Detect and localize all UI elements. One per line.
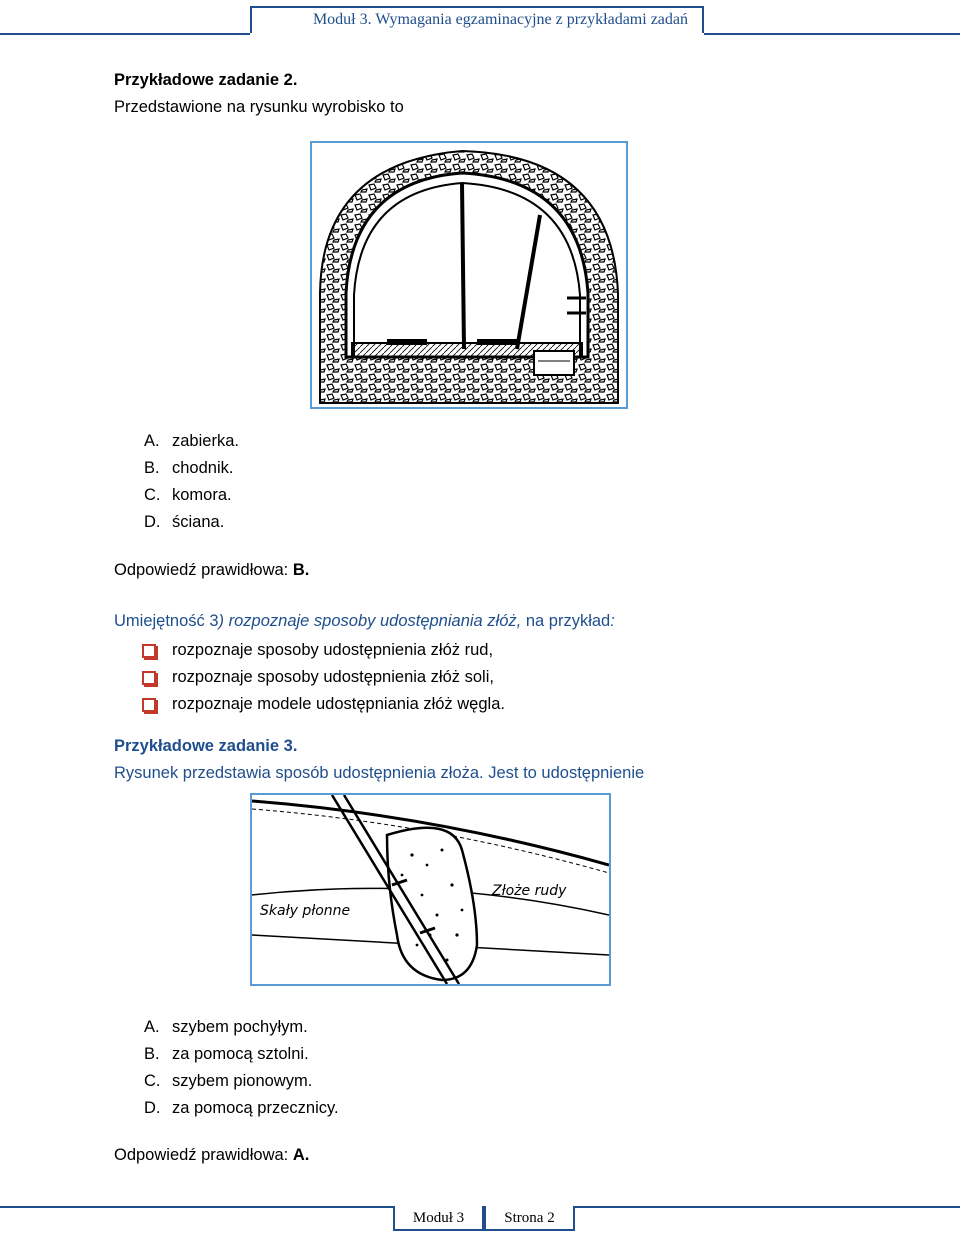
task2-option-c-text: komora. — [172, 486, 232, 504]
footer-rule-right — [575, 1206, 960, 1208]
task2-heading: Przykładowe zadanie 2. — [114, 71, 298, 89]
task2-option-a-letter: A. — [144, 432, 160, 450]
task2-question: Przedstawione na rysunku wyrobisko to — [114, 98, 404, 116]
skill-bullet-1: rozpoznaje sposoby udostępnienia złóż rud, — [172, 641, 494, 659]
bullet-icon — [142, 698, 156, 712]
answer-value: A. — [292, 1146, 310, 1164]
header-box — [250, 6, 704, 33]
skill-line — [114, 612, 615, 631]
task3-option-a-text: szybem pochyłym. — [172, 1018, 308, 1036]
task3-option-c-letter: C. — [144, 1072, 161, 1090]
header-rule-left — [0, 33, 250, 35]
task3-question: Rysunek przedstawia sposób udostępnienia złoża. Jest to udostępnienie — [114, 764, 645, 782]
task2-option-c-letter: C. — [144, 486, 161, 504]
tunnel-drawing — [312, 143, 626, 407]
task2-answer — [114, 561, 309, 580]
answer-label: Odpowiedź prawidłowa: — [114, 561, 293, 579]
skill-suffix: na przykład — [521, 612, 611, 630]
task2-option-d-letter: D. — [144, 513, 161, 531]
task3-option-b-text: za pomocą sztolni. — [172, 1045, 309, 1063]
label-rock: Skały płonne — [260, 903, 351, 919]
task3-option-c-text: szybem pionowym. — [172, 1072, 313, 1090]
task3-option-b-letter: B. — [144, 1045, 160, 1063]
skill-bullet-3: rozpoznaje modele udostępniania złóż węgla. — [172, 695, 505, 713]
footer-module: Moduł 3 — [393, 1206, 484, 1231]
header-title: Moduł 3. Wymagania egzaminacyjne z przykładami zadań — [312, 11, 688, 28]
task3-answer — [114, 1146, 309, 1165]
deposit-drawing — [252, 795, 609, 984]
footer-rule-left — [0, 1206, 393, 1208]
skill-colon: : — [610, 612, 615, 630]
task2-option-a-text: zabierka. — [172, 432, 239, 450]
task3-option-d-text: za pomocą przecznicy. — [172, 1099, 339, 1117]
bullet-icon — [142, 644, 156, 658]
skill-italic: ) rozpoznaje sposoby udostępniania złóż, — [218, 612, 522, 630]
footer-page: Strona 2 — [484, 1206, 575, 1231]
label-ore: Złoże rudy — [492, 883, 567, 899]
task2-option-b-text: chodnik. — [172, 459, 234, 477]
header-rule-right — [704, 33, 960, 35]
bullet-icon — [142, 671, 156, 685]
skill-bullet-2: rozpoznaje sposoby udostępnienia złóż soli, — [172, 668, 494, 686]
task2-option-b-letter: B. — [144, 459, 160, 477]
skill-prefix: Umiejętność 3 — [114, 612, 219, 630]
deposit-figure — [250, 793, 611, 986]
tunnel-figure — [310, 141, 628, 409]
answer-label: Odpowiedź prawidłowa: — [114, 1146, 293, 1164]
answer-value: B. — [292, 561, 310, 579]
task3-option-d-letter: D. — [144, 1099, 161, 1117]
task3-heading: Przykładowe zadanie 3. — [114, 737, 298, 755]
task3-option-a-letter: A. — [144, 1018, 160, 1036]
task2-option-d-text: ściana. — [172, 513, 225, 531]
